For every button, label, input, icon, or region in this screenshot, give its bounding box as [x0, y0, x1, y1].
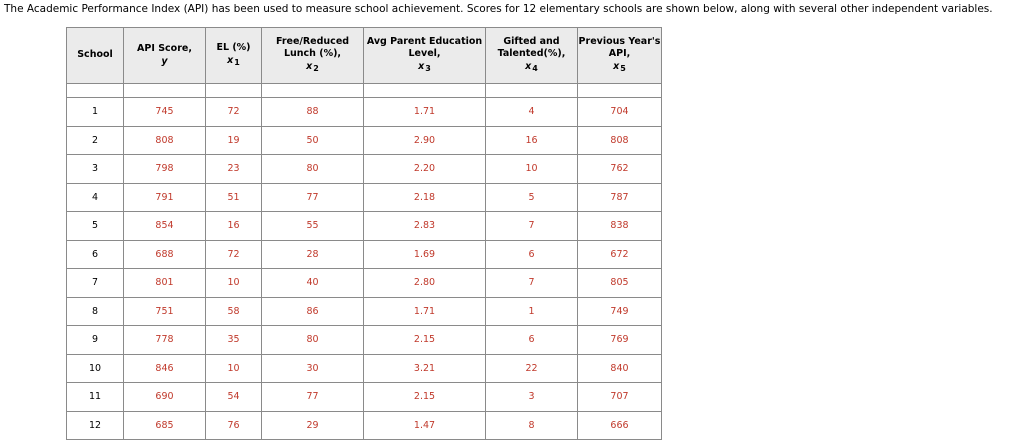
- table-row: [67, 155, 662, 184]
- value-cell: 846: [124, 354, 206, 383]
- header-variable: $x_3$: [418, 60, 431, 73]
- value-cell: 666: [578, 411, 662, 440]
- value-cell: 72: [206, 240, 262, 269]
- value-cell: 854: [124, 212, 206, 241]
- value-cell: 54: [206, 383, 262, 412]
- value-cell: 76: [206, 411, 262, 440]
- value-cell: 808: [124, 126, 206, 155]
- header-label: API Score,: [137, 43, 192, 54]
- value-cell: 840: [578, 354, 662, 383]
- value-cell: 16: [206, 212, 262, 241]
- table-row: [67, 183, 662, 212]
- value-cell: 690: [124, 383, 206, 412]
- value-cell: 88: [262, 98, 364, 127]
- spacer-row: [67, 84, 662, 98]
- value-cell: 1.71: [364, 98, 486, 127]
- spacer-cell: [124, 84, 206, 98]
- value-cell: 1.47: [364, 411, 486, 440]
- value-cell: 778: [124, 326, 206, 355]
- school-number-cell: 10: [67, 354, 124, 383]
- value-cell: 7: [486, 269, 578, 298]
- intro-text: The Academic Performance Index (API) has been used to measure school achievement. Scores for 12 elementary schools are shown below, along with several other independent variables.: [4, 3, 993, 15]
- value-cell: 1: [486, 297, 578, 326]
- value-cell: 10: [206, 354, 262, 383]
- value-cell: 10: [486, 155, 578, 184]
- spacer-cell: [262, 84, 364, 98]
- value-cell: 58: [206, 297, 262, 326]
- value-cell: 30: [262, 354, 364, 383]
- header-variable: $x_4$: [525, 60, 538, 73]
- value-cell: 787: [578, 183, 662, 212]
- school-number-cell: 1: [67, 98, 124, 127]
- header-api-score: [124, 28, 206, 84]
- table-row: [67, 297, 662, 326]
- value-cell: 35: [206, 326, 262, 355]
- header-label: EL (%): [216, 42, 251, 53]
- school-number-cell: 6: [67, 240, 124, 269]
- value-cell: 16: [486, 126, 578, 155]
- value-cell: 707: [578, 383, 662, 412]
- spacer-cell: [206, 84, 262, 98]
- value-cell: 6: [486, 326, 578, 355]
- value-cell: 798: [124, 155, 206, 184]
- header-avg-parent-education: [364, 28, 486, 84]
- school-number-cell: 3: [67, 155, 124, 184]
- school-number-cell: 9: [67, 326, 124, 355]
- table-row: [67, 98, 662, 127]
- header-label: Free/Reduced Lunch (%),: [275, 35, 350, 60]
- spacer-cell: [364, 84, 486, 98]
- header-row: [67, 28, 662, 84]
- value-cell: 791: [124, 183, 206, 212]
- value-cell: 80: [262, 326, 364, 355]
- school-number-cell: 7: [67, 269, 124, 298]
- header-previous-year-api: [578, 28, 662, 84]
- header-label: Avg Parent Education Level,: [366, 35, 483, 60]
- header-gifted-talented: [486, 28, 578, 84]
- table-row: [67, 383, 662, 412]
- value-cell: 50: [262, 126, 364, 155]
- value-cell: 762: [578, 155, 662, 184]
- spacer-cell: [486, 84, 578, 98]
- value-cell: 2.20: [364, 155, 486, 184]
- value-cell: 751: [124, 297, 206, 326]
- header-variable: y: [161, 55, 168, 67]
- value-cell: 23: [206, 155, 262, 184]
- value-cell: 2.80: [364, 269, 486, 298]
- value-cell: 838: [578, 212, 662, 241]
- value-cell: 1.71: [364, 297, 486, 326]
- value-cell: 2.18: [364, 183, 486, 212]
- value-cell: 40: [262, 269, 364, 298]
- header-school: [67, 28, 124, 84]
- value-cell: 704: [578, 98, 662, 127]
- value-cell: 2.15: [364, 326, 486, 355]
- school-number-cell: 4: [67, 183, 124, 212]
- value-cell: 22: [486, 354, 578, 383]
- table-row: [67, 326, 662, 355]
- header-label: Gifted and Talented(%),: [497, 35, 566, 60]
- table-row: [67, 126, 662, 155]
- value-cell: 2.83: [364, 212, 486, 241]
- value-cell: 28: [262, 240, 364, 269]
- spacer-cell: [578, 84, 662, 98]
- value-cell: 745: [124, 98, 206, 127]
- header-free-reduced-lunch: [262, 28, 364, 84]
- table-row: [67, 411, 662, 440]
- value-cell: 86: [262, 297, 364, 326]
- value-cell: 1.69: [364, 240, 486, 269]
- table-row: [67, 212, 662, 241]
- value-cell: 55: [262, 212, 364, 241]
- header-el: [206, 28, 262, 84]
- header-label: School: [77, 49, 113, 61]
- value-cell: 7: [486, 212, 578, 241]
- value-cell: 3: [486, 383, 578, 412]
- value-cell: 77: [262, 383, 364, 412]
- school-number-cell: 5: [67, 212, 124, 241]
- value-cell: 5: [486, 183, 578, 212]
- value-cell: 805: [578, 269, 662, 298]
- value-cell: 10: [206, 269, 262, 298]
- spacer-cell: [67, 84, 124, 98]
- value-cell: 72: [206, 98, 262, 127]
- value-cell: 2.15: [364, 383, 486, 412]
- table-body: [67, 84, 662, 440]
- header-label: Previous Year's API,: [578, 35, 661, 60]
- school-number-cell: 12: [67, 411, 124, 440]
- value-cell: 808: [578, 126, 662, 155]
- header-variable: $x_2$: [306, 60, 319, 73]
- value-cell: 4: [486, 98, 578, 127]
- value-cell: 51: [206, 183, 262, 212]
- value-cell: 6: [486, 240, 578, 269]
- value-cell: 19: [206, 126, 262, 155]
- value-cell: 749: [578, 297, 662, 326]
- value-cell: 2.90: [364, 126, 486, 155]
- table-row: [67, 269, 662, 298]
- school-number-cell: 11: [67, 383, 124, 412]
- header-variable: $x_1$: [227, 54, 240, 67]
- value-cell: 80: [262, 155, 364, 184]
- header-variable: $x_5$: [613, 60, 626, 73]
- value-cell: 29: [262, 411, 364, 440]
- value-cell: 801: [124, 269, 206, 298]
- api-data-table: [66, 27, 662, 440]
- value-cell: 3.21: [364, 354, 486, 383]
- table-row: [67, 240, 662, 269]
- value-cell: 685: [124, 411, 206, 440]
- value-cell: 672: [578, 240, 662, 269]
- value-cell: 77: [262, 183, 364, 212]
- table-row: [67, 354, 662, 383]
- school-number-cell: 2: [67, 126, 124, 155]
- value-cell: 688: [124, 240, 206, 269]
- value-cell: 769: [578, 326, 662, 355]
- value-cell: 8: [486, 411, 578, 440]
- school-number-cell: 8: [67, 297, 124, 326]
